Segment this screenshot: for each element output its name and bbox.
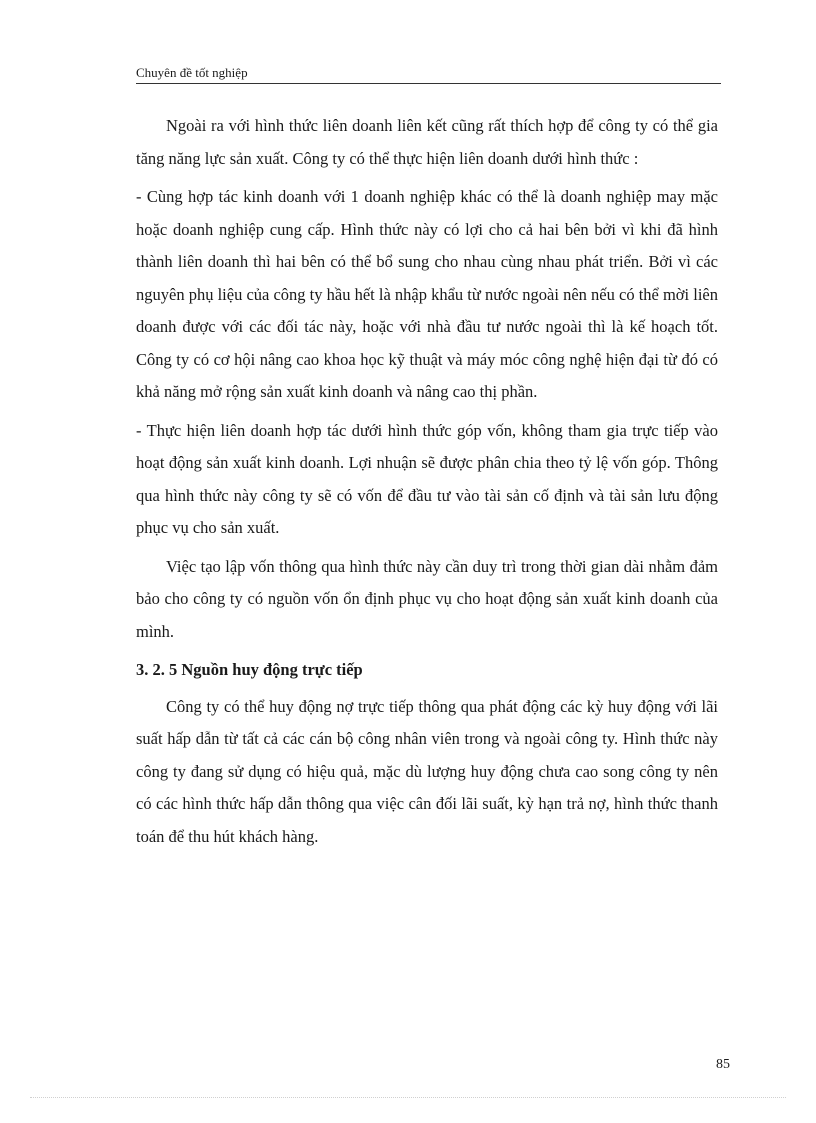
paragraph-direct-mobilization: Công ty có thể huy động nợ trực tiếp thông qua phát động các kỳ huy động với lãi suất hấp dẫn từ tất cả các cán bộ công nhân viên trong và ngoài công ty. Hình thức này công ty đang sử dụng có hiệu quả, mặc dù lượng huy động chưa cao song công ty nên có các hình thức hấp dẫn thông qua việc cân đối lãi suất, kỳ hạn trả nợ, hình thức thanh toán để thu hút khách hàng. bbox=[136, 696, 718, 846]
page-number: 85 bbox=[716, 1057, 730, 1072]
paragraph-joint-venture-intro: Ngoài ra với hình thức liên doanh liên kết cũng rất thích hợp để công ty có thể gia tăng năng lực sản xuất. Công ty có thể thực hiện liên doanh dưới hình thức : bbox=[136, 116, 718, 168]
footer-divider bbox=[30, 1097, 786, 1098]
paragraph-capital-creation: Việc tạo lập vốn thông qua hình thức này cần duy trì trong thời gian dài nhằm đảm bảo cho công ty có nguồn vốn ổn định phục vụ cho hoạt động sản xuất kinh doanh của mình. bbox=[136, 556, 718, 641]
page-content bbox=[136, 110, 718, 853]
running-header: Chuyên đề tốt nghiệp bbox=[136, 65, 721, 84]
section-heading: 3. 2. 5 Nguồn huy động trực tiếp bbox=[136, 660, 363, 679]
bullet-capital-contribution: - Thực hiện liên doanh hợp tác dưới hình thức góp vốn, không tham gia trực tiếp vào hoạt động sản xuất kinh doanh. Lợi nhuận sẽ được phân chia theo tỷ lệ vốn góp. Thông qua hình thức này công ty sẽ có vốn để đầu tư vào tài sản cố định và tài sản lưu động phục vụ cho sản xuất. bbox=[136, 420, 718, 537]
bullet-business-cooperation: - Cùng hợp tác kinh doanh với 1 doanh nghiệp khác có thể là doanh nghiệp may mặc hoặc doanh nghiệp cung cấp. Hình thức này có lợi cho cả hai bên bởi vì khi đã hình thành liên doanh thì hai bên có thể bổ sung cho nhau cùng nhau phát triển. Bởi vì các nguyên phụ liệu của công ty hầu hết là nhập khẩu từ nước ngoài nên nếu có thể mời liên doanh được với các đối tác này, hoặc với nhà đầu tư nước ngoài thì là kế hoạch tốt. Công ty có cơ hội nâng cao khoa học kỹ thuật và máy móc công nghệ hiện đại từ đó có khả năng mở rộng sản xuất kinh doanh và nâng cao thị phần. bbox=[136, 187, 718, 401]
